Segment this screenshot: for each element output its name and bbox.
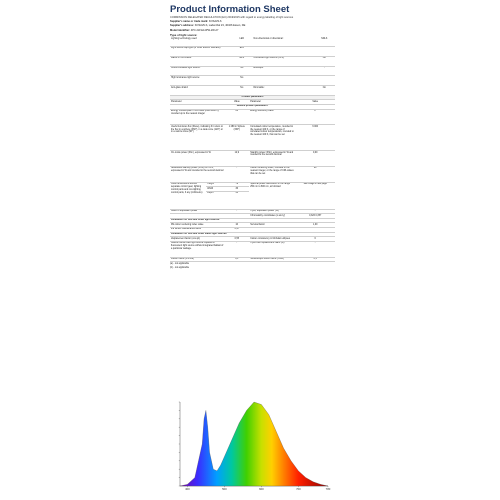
type-label: Connected light source (CLS): bbox=[252, 56, 313, 66]
x-tick-label: 500 bbox=[222, 487, 227, 492]
width-label: Width bbox=[206, 187, 224, 192]
table-row bbox=[170, 257, 335, 262]
table-row bbox=[170, 56, 335, 66]
type-value: No bbox=[314, 56, 335, 66]
page-title: Product Information Sheet bbox=[170, 4, 290, 15]
table-row bbox=[170, 125, 335, 151]
supplier-address-label: Supplier's address: bbox=[170, 24, 194, 28]
type-label: Anti-glare shield: bbox=[170, 86, 231, 96]
param-value: 12,9 bbox=[224, 151, 249, 167]
regulation-subtitle: COMMISSION DELEGATED REGULATION (EU) 2019/2015 with regard to energy labelling of light sources bbox=[170, 16, 294, 19]
type-value: No bbox=[231, 86, 252, 96]
x-tick-label: 700 bbox=[296, 487, 301, 492]
param-label: Energy efficiency class bbox=[249, 109, 295, 125]
param-label: On-mode power (Pon), expressed in W bbox=[170, 151, 224, 167]
type-label: Lighting technology used: bbox=[170, 37, 231, 46]
param-value: 10 bbox=[224, 223, 249, 228]
param-label: Claims that an LED light source replaces a fluorescent light source without integrated ballast of a particular wattage. bbox=[170, 241, 224, 257]
model-label: Model identifier: bbox=[170, 28, 191, 32]
type-label: Light source cap-type (or other electric interface) bbox=[170, 47, 231, 57]
type-value: No bbox=[231, 66, 252, 76]
type-label: Envelope: bbox=[252, 66, 313, 76]
param-label: Flicker metric (Pst LM) bbox=[170, 257, 224, 262]
param-label: If yes then replacement claim (W) bbox=[249, 241, 295, 257]
product-information-sheet bbox=[170, 4, 335, 496]
height-value: 79 bbox=[224, 182, 249, 187]
table-row bbox=[170, 76, 335, 86]
param-label: Standby power (Psb), expressed in W and rounded to the second decimal bbox=[249, 151, 295, 167]
type-value: LED bbox=[231, 37, 252, 46]
type-label: Non-directional or directional: bbox=[252, 37, 313, 46]
claim-label: Claim of equivalent power bbox=[170, 209, 224, 214]
type-label: Colour-tuneable light source: bbox=[170, 66, 231, 76]
table-row bbox=[170, 86, 335, 96]
table-row bbox=[170, 37, 335, 46]
type-label bbox=[252, 76, 313, 86]
footnote-a: (a) - not applicable bbox=[170, 263, 190, 266]
column-header-value-2: Value bbox=[295, 100, 335, 105]
type-label bbox=[252, 47, 313, 57]
spd-value: See image in last page bbox=[295, 182, 335, 209]
general-section-title: General product parameters: bbox=[170, 105, 335, 110]
param-label: Stroboscopic effect metric (SVM) bbox=[249, 257, 295, 262]
type-value bbox=[314, 47, 335, 57]
equivalent-power-label: If yes, equivalent power (W) bbox=[249, 209, 295, 214]
model-value: 4PC.2W-E14PW-2W-27 bbox=[190, 28, 219, 32]
model-row bbox=[170, 29, 335, 32]
column-header-value: Value bbox=[224, 100, 249, 105]
type-section-title: Type of light source: bbox=[170, 33, 198, 38]
type-label: Dimmable: bbox=[252, 86, 313, 96]
table-row bbox=[170, 47, 335, 57]
section-title: Product parameters bbox=[170, 96, 335, 100]
led-section-title: Parameters for LED and OLED light sources: bbox=[170, 218, 335, 223]
type-value: E14 bbox=[231, 47, 252, 57]
height-label: Height bbox=[206, 182, 224, 187]
mains-section-title: Parameters for LED and OLED mains light sources: bbox=[170, 232, 335, 237]
spectrum-area bbox=[180, 402, 328, 486]
param-label: Survival factor bbox=[249, 223, 295, 228]
param-value: 6 000 bbox=[295, 125, 335, 151]
table-row bbox=[170, 66, 335, 76]
param-value: - bbox=[224, 166, 249, 182]
param-label: the lumen maintenance factor bbox=[170, 228, 224, 233]
param-value: 1,00 bbox=[295, 223, 335, 228]
type-value bbox=[314, 76, 335, 86]
product-parameters-table bbox=[170, 96, 335, 262]
param-label: Energy consumption in on-mode (kWh/1000 h), rounded up to the nearest integer bbox=[170, 109, 224, 125]
equivalent-power-value: - bbox=[295, 209, 335, 214]
supplier-address-row bbox=[170, 24, 335, 27]
param-value: 80 bbox=[295, 166, 335, 182]
param-value: 0,1 bbox=[224, 257, 249, 262]
param-label: displacement factor (cos φ1) bbox=[170, 237, 224, 242]
type-value: MLS bbox=[231, 56, 252, 66]
x-tick-label: 600 bbox=[259, 487, 264, 492]
depth-label: Depth bbox=[206, 191, 224, 209]
type-label: Mains or non-mains: bbox=[170, 56, 231, 66]
chromaticity-value: 0,326 0,357 bbox=[295, 214, 335, 219]
type-label: High luminance light source: bbox=[170, 76, 231, 86]
param-label: Colour consistency in McAdam ellipses bbox=[249, 237, 295, 242]
type-value: No bbox=[231, 76, 252, 86]
dimensions-row-height bbox=[170, 182, 335, 187]
type-value: - bbox=[314, 66, 335, 76]
supplier-name-row bbox=[170, 20, 335, 23]
param-value: - bbox=[295, 241, 335, 257]
table-row bbox=[170, 151, 335, 167]
depth-value: 36 bbox=[224, 191, 249, 209]
column-header-parameter: Parameter bbox=[170, 100, 224, 105]
param-value: - bbox=[224, 241, 249, 257]
param-label: Useful luminous flux (Φuse), indicating if it refers to the flux in a sphere (360°), in a wide cone (120°) or in a narrow cone (90°) bbox=[170, 125, 224, 151]
x-tick-label: 780 bbox=[325, 487, 331, 492]
param-value: F bbox=[295, 109, 335, 125]
supplier-address-value: KOSAVILS, Ladenthal 23, 40326 Essen, DE bbox=[194, 24, 246, 28]
dimensions-label: Outer dimensions without separate control gear, lighting control parts and non-lighting control parts, if any (millimetre) bbox=[170, 182, 206, 209]
footnote-b: (b) - not applicable bbox=[170, 267, 190, 270]
width-value: 36 bbox=[224, 187, 249, 192]
spd-label: Spectral power distribution in the range 250 nm to 800 nm, at full-load bbox=[249, 182, 295, 209]
param-value: 0,55 bbox=[224, 237, 249, 242]
param-value: 0,97 bbox=[224, 228, 249, 233]
x-tick-label: 400 bbox=[185, 487, 190, 492]
param-label: Correlated colour temperature, rounded to the nearest 100 K, or the range of correlated colour temperatures, rounded to the nearest 100 K, that can be set bbox=[249, 125, 295, 151]
supplier-name-value: KOSAVILS bbox=[208, 20, 222, 23]
param-value: 22 bbox=[224, 109, 249, 125]
chromaticity-label: Chromaticity coordinates (x and y) bbox=[249, 214, 295, 219]
table-row bbox=[170, 166, 335, 182]
param-label: Networked standby power (Pnet) for CLS, expressed in W and rounded to the second decimal bbox=[170, 166, 224, 182]
type-value: NDLS bbox=[314, 37, 335, 46]
param-value: 1 289 in Sphere (360°) bbox=[224, 125, 249, 151]
param-label: R9 colour rendering index value bbox=[170, 223, 224, 228]
spectral-power-distribution-chart bbox=[170, 396, 335, 496]
param-value: 0,00 bbox=[295, 151, 335, 167]
param-label: Colour rendering index, rounded to the nearest integer, or the range of CRI-values that can be set bbox=[249, 166, 295, 182]
column-header-parameter-2: Parameter bbox=[249, 100, 295, 105]
supplier-name-label: Supplier's name or trade mark: bbox=[170, 20, 209, 23]
table-row bbox=[170, 109, 335, 125]
param-value: 0,1 bbox=[295, 257, 335, 262]
light-source-type-table bbox=[170, 37, 335, 96]
type-value: No bbox=[314, 86, 335, 96]
claim-value: - bbox=[224, 209, 249, 214]
table-row bbox=[170, 241, 335, 257]
param-value: 6 bbox=[295, 237, 335, 242]
